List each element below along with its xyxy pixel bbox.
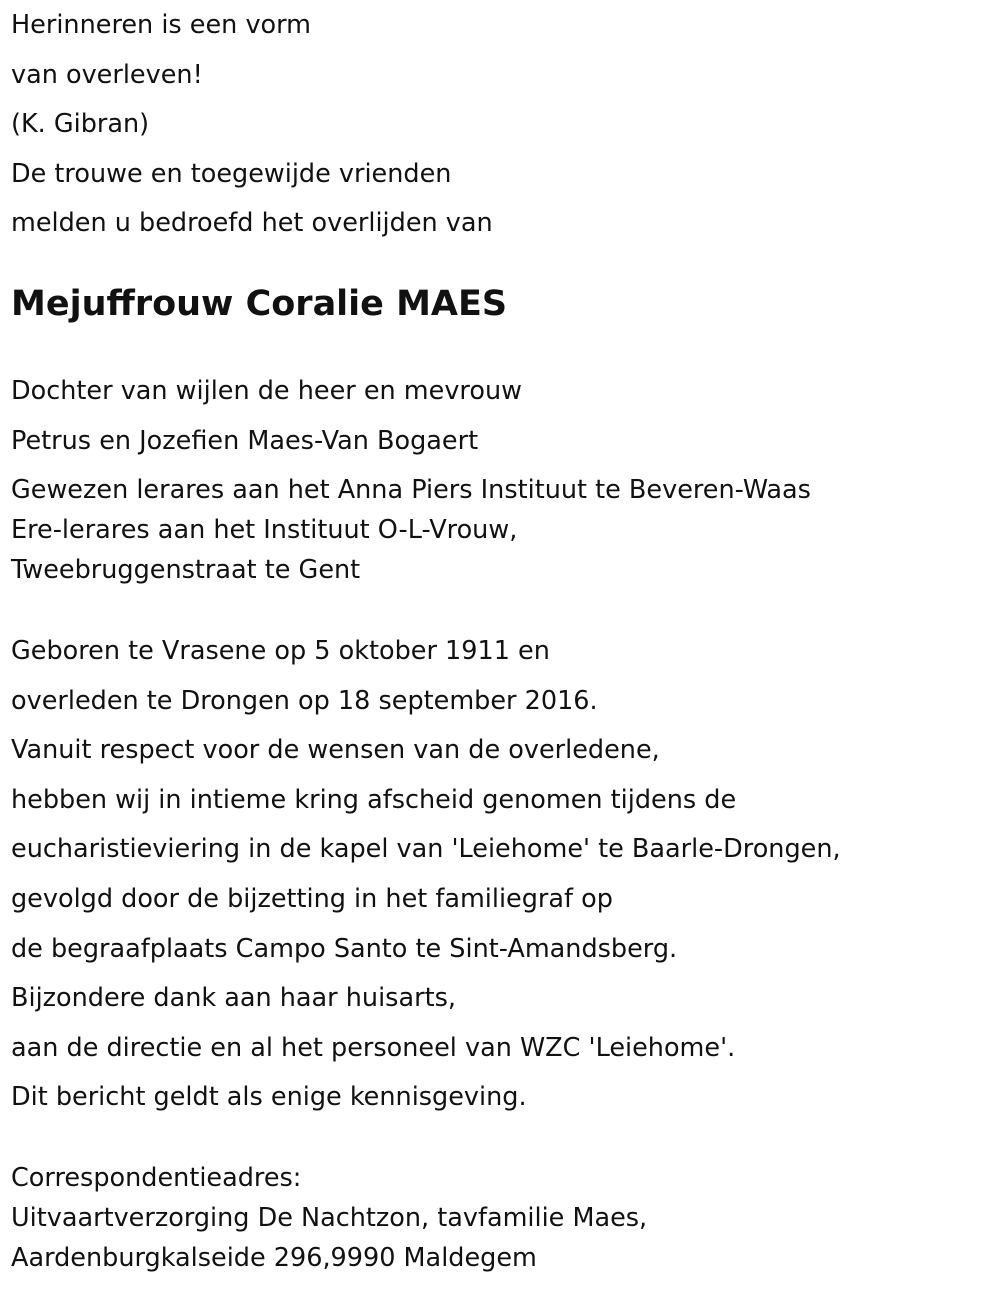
details-line-6: gevolgd door de bijzetting in het familiegraf op (11, 883, 613, 914)
details-line-3: Vanuit respect voor de wensen van de overledene, (11, 735, 660, 766)
details-line-9: aan de directie en al het personeel van WZC 'Leiehome'. (11, 1032, 736, 1063)
details-line-5: eucharistieviering in de kapel van 'Leiehome' te Baarle-Drongen, (11, 834, 841, 865)
bio-line-5: Tweebruggenstraat te Gent (11, 555, 361, 586)
details-line-1: Geboren te Vrasene op 5 oktober 1911 en (11, 636, 550, 666)
bio-block (11, 376, 811, 585)
bio-line-1: Dochter van wijlen de heer en mevrouw (11, 376, 522, 406)
correspondence-block (11, 1163, 647, 1273)
details-line-10: Dit bericht geldt als enige kennisgeving. (11, 1082, 527, 1113)
quote-author: (K. Gibran) (11, 109, 150, 140)
details-block (11, 636, 841, 1132)
quote-block (11, 10, 493, 258)
details-line-2: overleden te Drongen op 18 september 2016. (11, 685, 598, 716)
correspondence-label: Correspondentieadres: (11, 1163, 302, 1193)
details-line-7: de begraafplaats Campo Santo te Sint-Amandsberg. (11, 933, 678, 964)
correspondence-line-2: Aardenburgkalseide 296,9990 Maldegem (11, 1243, 537, 1273)
deceased-name: Mejuffrouw Coralie MAES (11, 284, 508, 324)
bio-line-4: Ere-lerares aan het Instituut O-L-Vrouw, (11, 515, 518, 546)
correspondence-line-1: Uitvaartverzorging De Nachtzon, tavfamilie Maes, (11, 1203, 648, 1233)
details-line-8: Bijzondere dank aan haar huisarts, (11, 983, 456, 1014)
quote-line-1: Herinneren is een vorm (11, 10, 312, 40)
intro-line-2: melden u bedroefd het overlijden van (11, 208, 493, 239)
bio-line-3: Gewezen lerares aan het Anna Piers Instituut te Beveren-Waas (11, 475, 811, 506)
details-line-4: hebben wij in intieme kring afscheid genomen tijdens de (11, 784, 737, 815)
bio-line-2: Petrus en Jozefien Maes-Van Bogaert (11, 425, 479, 456)
intro-line-1: De trouwe en toegewijde vrienden (11, 158, 452, 189)
quote-line-2: van overleven! (11, 59, 203, 90)
